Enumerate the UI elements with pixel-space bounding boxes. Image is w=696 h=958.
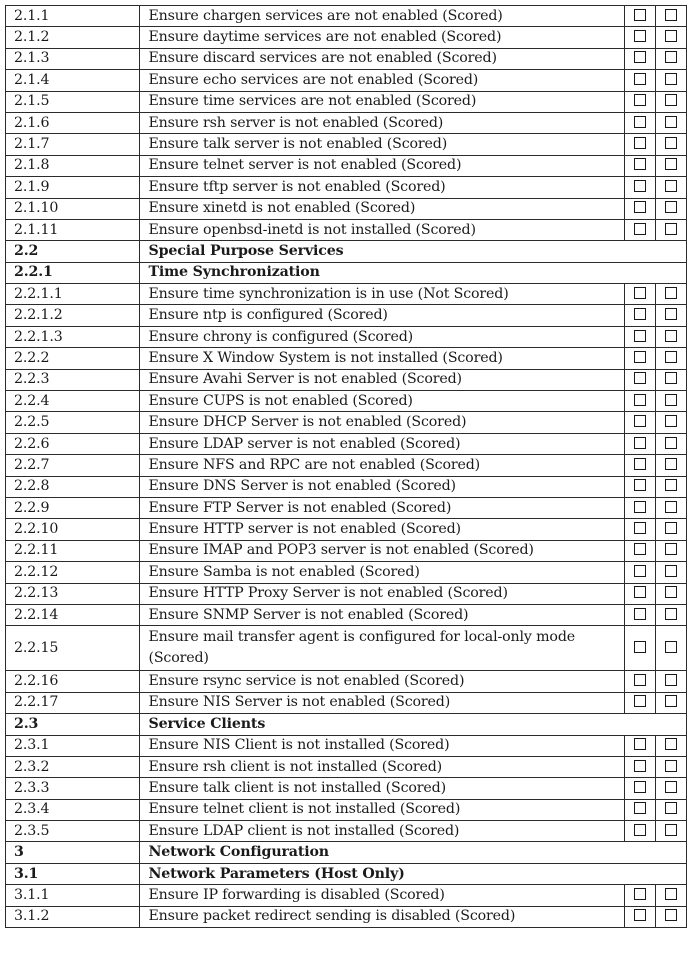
not-set-correctly-checkbox-cell: [655, 735, 686, 756]
set-correctly-checkbox-icon[interactable]: [634, 330, 646, 342]
set-correctly-checkbox-icon[interactable]: [634, 287, 646, 299]
set-correctly-checkbox-icon[interactable]: [634, 522, 646, 534]
recommendation-row: [6, 562, 687, 583]
set-correctly-checkbox-cell: [624, 735, 655, 756]
section-header-row: [6, 842, 687, 863]
recommendation-row: [6, 476, 687, 497]
set-correctly-checkbox-icon[interactable]: [634, 781, 646, 793]
set-correctly-checkbox-cell: [624, 626, 655, 671]
section-header-row: [6, 714, 687, 735]
not-set-correctly-checkbox-icon[interactable]: [665, 641, 677, 653]
set-correctly-checkbox-cell: [624, 756, 655, 777]
recommendation-row: [6, 735, 687, 756]
set-correctly-checkbox-icon[interactable]: [634, 158, 646, 170]
not-set-correctly-checkbox-cell: [655, 821, 686, 842]
set-correctly-checkbox-icon[interactable]: [634, 501, 646, 513]
not-set-correctly-checkbox-cell: [655, 27, 686, 48]
recommendation-number: 2.1.9: [6, 177, 140, 198]
recommendation-row: [6, 604, 687, 625]
recommendation-description: Ensure packet redirect sending is disabled (Scored): [140, 906, 624, 927]
recommendation-description: Ensure Avahi Server is not enabled (Scored): [140, 369, 624, 390]
set-correctly-checkbox-cell: [624, 6, 655, 27]
table-body: [6, 6, 687, 928]
recommendation-row: [6, 799, 687, 820]
set-correctly-checkbox-cell: [624, 497, 655, 518]
not-set-correctly-checkbox-cell: [655, 604, 686, 625]
recommendation-number: 2.2.14: [6, 604, 140, 625]
recommendation-row: [6, 671, 687, 692]
recommendation-number: 2.2.1.3: [6, 326, 140, 347]
recommendation-number: 2.1.10: [6, 198, 140, 219]
recommendation-row: [6, 885, 687, 906]
recommendation-description: Ensure echo services are not enabled (Scored): [140, 70, 624, 91]
set-correctly-checkbox-cell: [624, 562, 655, 583]
recommendation-row: [6, 778, 687, 799]
recommendation-description: Ensure time services are not enabled (Scored): [140, 91, 624, 112]
recommendation-number: 2.2.2: [6, 348, 140, 369]
not-set-correctly-checkbox-cell: [655, 626, 686, 671]
not-set-correctly-checkbox-cell: [655, 177, 686, 198]
not-set-correctly-checkbox-cell: [655, 305, 686, 326]
set-correctly-checkbox-cell: [624, 412, 655, 433]
set-correctly-checkbox-icon[interactable]: [634, 437, 646, 449]
not-set-correctly-checkbox-icon[interactable]: [665, 458, 677, 470]
not-set-correctly-checkbox-cell: [655, 433, 686, 454]
recommendation-row: [6, 433, 687, 454]
set-correctly-checkbox-icon[interactable]: [634, 372, 646, 384]
recommendation-number: 2.3.5: [6, 821, 140, 842]
not-set-correctly-checkbox-icon[interactable]: [665, 501, 677, 513]
not-set-correctly-checkbox-cell: [655, 134, 686, 155]
not-set-correctly-checkbox-cell: [655, 562, 686, 583]
set-correctly-checkbox-icon[interactable]: [634, 30, 646, 42]
recommendation-row: [6, 6, 687, 27]
set-correctly-checkbox-cell: [624, 305, 655, 326]
recommendation-row: [6, 497, 687, 518]
recommendation-row: [6, 177, 687, 198]
recommendation-description: Ensure SNMP Server is not enabled (Scored): [140, 604, 624, 625]
set-correctly-checkbox-cell: [624, 91, 655, 112]
set-correctly-checkbox-icon[interactable]: [634, 641, 646, 653]
recommendation-description: Ensure tftp server is not enabled (Scored): [140, 177, 624, 198]
set-correctly-checkbox-icon[interactable]: [634, 308, 646, 320]
recommendation-description: Ensure CUPS is not enabled (Scored): [140, 391, 624, 412]
not-set-correctly-checkbox-cell: [655, 778, 686, 799]
set-correctly-checkbox-cell: [624, 519, 655, 540]
recommendation-description: Ensure LDAP server is not enabled (Scored): [140, 433, 624, 454]
set-correctly-checkbox-icon[interactable]: [634, 479, 646, 491]
not-set-correctly-checkbox-cell: [655, 369, 686, 390]
not-set-correctly-checkbox-cell: [655, 476, 686, 497]
recommendation-description: Ensure HTTP server is not enabled (Scored): [140, 519, 624, 540]
set-correctly-checkbox-icon[interactable]: [634, 608, 646, 620]
not-set-correctly-checkbox-icon[interactable]: [665, 9, 677, 21]
recommendation-description: Ensure FTP Server is not enabled (Scored): [140, 497, 624, 518]
recommendation-number: 2.2.8: [6, 476, 140, 497]
recommendation-description: Ensure X Window System is not installed (Scored): [140, 348, 624, 369]
recommendation-number: 2.2.3: [6, 369, 140, 390]
not-set-correctly-checkbox-icon[interactable]: [665, 760, 677, 772]
set-correctly-checkbox-icon[interactable]: [634, 888, 646, 900]
recommendation-number: 2.2.17: [6, 692, 140, 713]
not-set-correctly-checkbox-cell: [655, 70, 686, 91]
recommendation-row: [6, 305, 687, 326]
recommendation-number: 2.2.1.1: [6, 284, 140, 305]
set-correctly-checkbox-icon[interactable]: [634, 94, 646, 106]
not-set-correctly-checkbox-cell: [655, 906, 686, 927]
set-correctly-checkbox-cell: [624, 348, 655, 369]
set-correctly-checkbox-cell: [624, 48, 655, 69]
not-set-correctly-checkbox-icon[interactable]: [665, 586, 677, 598]
recommendation-row: [6, 219, 687, 240]
not-set-correctly-checkbox-icon[interactable]: [665, 565, 677, 577]
set-correctly-checkbox-icon[interactable]: [634, 73, 646, 85]
set-correctly-checkbox-cell: [624, 583, 655, 604]
recommendation-number: 2.1.11: [6, 219, 140, 240]
recommendation-row: [6, 369, 687, 390]
recommendation-row: [6, 692, 687, 713]
set-correctly-checkbox-icon[interactable]: [634, 201, 646, 213]
set-correctly-checkbox-cell: [624, 198, 655, 219]
section-title: Time Synchronization: [140, 262, 687, 283]
set-correctly-checkbox-icon[interactable]: [634, 116, 646, 128]
recommendation-number: 2.3.2: [6, 756, 140, 777]
recommendation-description: Ensure talk server is not enabled (Scored): [140, 134, 624, 155]
recommendation-description: Ensure HTTP Proxy Server is not enabled (Scored): [140, 583, 624, 604]
recommendation-number: 2.1.7: [6, 134, 140, 155]
recommendation-description: Ensure NIS Server is not enabled (Scored): [140, 692, 624, 713]
recommendation-number: 2.2.1.2: [6, 305, 140, 326]
recommendation-number: 2.2.15: [6, 626, 140, 671]
recommendation-description: Ensure rsh server is not enabled (Scored): [140, 112, 624, 133]
set-correctly-checkbox-icon[interactable]: [634, 223, 646, 235]
not-set-correctly-checkbox-icon[interactable]: [665, 137, 677, 149]
set-correctly-checkbox-cell: [624, 70, 655, 91]
not-set-correctly-checkbox-icon[interactable]: [665, 479, 677, 491]
not-set-correctly-checkbox-icon[interactable]: [665, 94, 677, 106]
recommendation-number: 2.3.3: [6, 778, 140, 799]
recommendation-number: 2.1.5: [6, 91, 140, 112]
section-number: 2.3: [6, 714, 140, 735]
not-set-correctly-checkbox-cell: [655, 885, 686, 906]
not-set-correctly-checkbox-icon[interactable]: [665, 180, 677, 192]
not-set-correctly-checkbox-icon[interactable]: [665, 308, 677, 320]
recommendation-number: 2.1.1: [6, 6, 140, 27]
not-set-correctly-checkbox-cell: [655, 412, 686, 433]
recommendation-row: [6, 391, 687, 412]
recommendation-number: 2.1.4: [6, 70, 140, 91]
section-header-row: [6, 863, 687, 884]
not-set-correctly-checkbox-icon[interactable]: [665, 781, 677, 793]
set-correctly-checkbox-cell: [624, 112, 655, 133]
recommendation-description: Ensure rsync service is not enabled (Scored): [140, 671, 624, 692]
recommendation-row: [6, 348, 687, 369]
set-correctly-checkbox-cell: [624, 778, 655, 799]
recommendation-description: Ensure chrony is configured (Scored): [140, 326, 624, 347]
set-correctly-checkbox-icon[interactable]: [634, 458, 646, 470]
recommendation-row: [6, 91, 687, 112]
recommendation-number: 2.2.16: [6, 671, 140, 692]
recommendation-description: Ensure daytime services are not enabled (Scored): [140, 27, 624, 48]
set-correctly-checkbox-cell: [624, 799, 655, 820]
recommendation-description: Ensure DNS Server is not enabled (Scored): [140, 476, 624, 497]
set-correctly-checkbox-cell: [624, 27, 655, 48]
recommendation-description: Ensure rsh client is not installed (Scored): [140, 756, 624, 777]
not-set-correctly-checkbox-icon[interactable]: [665, 695, 677, 707]
set-correctly-checkbox-icon[interactable]: [634, 909, 646, 921]
not-set-correctly-checkbox-icon[interactable]: [665, 802, 677, 814]
not-set-correctly-checkbox-cell: [655, 799, 686, 820]
set-correctly-checkbox-cell: [624, 604, 655, 625]
recommendation-row: [6, 284, 687, 305]
recommendation-row: [6, 134, 687, 155]
recommendation-description: Ensure NFS and RPC are not enabled (Scored): [140, 455, 624, 476]
set-correctly-checkbox-cell: [624, 177, 655, 198]
recommendation-row: [6, 519, 687, 540]
recommendation-description: Ensure Samba is not enabled (Scored): [140, 562, 624, 583]
not-set-correctly-checkbox-cell: [655, 284, 686, 305]
recommendation-description: Ensure discard services are not enabled (Scored): [140, 48, 624, 69]
recommendation-number: 2.2.5: [6, 412, 140, 433]
recommendation-description: Ensure telnet client is not installed (Scored): [140, 799, 624, 820]
recommendation-description: Ensure LDAP client is not installed (Scored): [140, 821, 624, 842]
set-correctly-checkbox-cell: [624, 284, 655, 305]
not-set-correctly-checkbox-cell: [655, 583, 686, 604]
recommendation-description: Ensure IMAP and POP3 server is not enabled (Scored): [140, 540, 624, 561]
recommendation-number: 2.2.11: [6, 540, 140, 561]
recommendation-number: 2.2.9: [6, 497, 140, 518]
recommendation-number: 2.2.6: [6, 433, 140, 454]
recommendation-description: Ensure openbsd-inetd is not installed (Scored): [140, 219, 624, 240]
document-page: [5, 5, 687, 928]
recommendations-checklist-table: [5, 5, 687, 928]
set-correctly-checkbox-icon[interactable]: [634, 180, 646, 192]
recommendation-row: [6, 821, 687, 842]
section-number: 3: [6, 842, 140, 863]
recommendation-number: 2.1.6: [6, 112, 140, 133]
recommendation-description: Ensure IP forwarding is disabled (Scored): [140, 885, 624, 906]
recommendation-number: 2.2.10: [6, 519, 140, 540]
not-set-correctly-checkbox-icon[interactable]: [665, 824, 677, 836]
recommendation-number: 3.1.2: [6, 906, 140, 927]
set-correctly-checkbox-cell: [624, 155, 655, 176]
recommendation-number: 2.1.2: [6, 27, 140, 48]
recommendation-description: Ensure time synchronization is in use (Not Scored): [140, 284, 624, 305]
set-correctly-checkbox-cell: [624, 391, 655, 412]
not-set-correctly-checkbox-icon[interactable]: [665, 437, 677, 449]
section-number: 3.1: [6, 863, 140, 884]
not-set-correctly-checkbox-icon[interactable]: [665, 608, 677, 620]
not-set-correctly-checkbox-icon[interactable]: [665, 351, 677, 363]
section-header-row: [6, 262, 687, 283]
not-set-correctly-checkbox-icon[interactable]: [665, 415, 677, 427]
recommendation-row: [6, 455, 687, 476]
recommendation-row: [6, 583, 687, 604]
not-set-correctly-checkbox-icon[interactable]: [665, 674, 677, 686]
not-set-correctly-checkbox-icon[interactable]: [665, 372, 677, 384]
not-set-correctly-checkbox-cell: [655, 48, 686, 69]
set-correctly-checkbox-cell: [624, 671, 655, 692]
recommendation-row: [6, 112, 687, 133]
recommendation-description: Ensure telnet server is not enabled (Scored): [140, 155, 624, 176]
section-title: Network Parameters (Host Only): [140, 863, 687, 884]
not-set-correctly-checkbox-icon[interactable]: [665, 51, 677, 63]
not-set-correctly-checkbox-cell: [655, 155, 686, 176]
section-header-row: [6, 241, 687, 262]
not-set-correctly-checkbox-icon[interactable]: [665, 330, 677, 342]
set-correctly-checkbox-cell: [624, 540, 655, 561]
set-correctly-checkbox-cell: [624, 476, 655, 497]
recommendation-row: [6, 412, 687, 433]
recommendation-number: 2.1.8: [6, 155, 140, 176]
not-set-correctly-checkbox-cell: [655, 519, 686, 540]
not-set-correctly-checkbox-icon[interactable]: [665, 522, 677, 534]
recommendation-number: 2.2.13: [6, 583, 140, 604]
not-set-correctly-checkbox-cell: [655, 692, 686, 713]
set-correctly-checkbox-icon[interactable]: [634, 415, 646, 427]
set-correctly-checkbox-cell: [624, 692, 655, 713]
recommendation-number: 2.2.7: [6, 455, 140, 476]
recommendation-row: [6, 198, 687, 219]
recommendation-number: 2.2.4: [6, 391, 140, 412]
set-correctly-checkbox-cell: [624, 906, 655, 927]
section-number: 2.2.1: [6, 262, 140, 283]
recommendation-number: 2.2.12: [6, 562, 140, 583]
set-correctly-checkbox-icon[interactable]: [634, 824, 646, 836]
recommendation-description: Ensure xinetd is not enabled (Scored): [140, 198, 624, 219]
not-set-correctly-checkbox-cell: [655, 540, 686, 561]
set-correctly-checkbox-icon[interactable]: [634, 9, 646, 21]
set-correctly-checkbox-icon[interactable]: [634, 760, 646, 772]
set-correctly-checkbox-cell: [624, 455, 655, 476]
recommendation-number: 2.3.4: [6, 799, 140, 820]
set-correctly-checkbox-icon[interactable]: [634, 394, 646, 406]
section-title: Service Clients: [140, 714, 687, 735]
not-set-correctly-checkbox-cell: [655, 671, 686, 692]
recommendation-description: Ensure talk client is not installed (Scored): [140, 778, 624, 799]
not-set-correctly-checkbox-icon[interactable]: [665, 158, 677, 170]
recommendation-row: [6, 48, 687, 69]
recommendation-description: Ensure chargen services are not enabled (Scored): [140, 6, 624, 27]
recommendation-description: Ensure DHCP Server is not enabled (Scored): [140, 412, 624, 433]
set-correctly-checkbox-icon[interactable]: [634, 586, 646, 598]
recommendation-row: [6, 906, 687, 927]
recommendation-description: Ensure NIS Client is not installed (Scored): [140, 735, 624, 756]
not-set-correctly-checkbox-cell: [655, 326, 686, 347]
set-correctly-checkbox-cell: [624, 821, 655, 842]
not-set-correctly-checkbox-icon[interactable]: [665, 30, 677, 42]
set-correctly-checkbox-cell: [624, 326, 655, 347]
not-set-correctly-checkbox-cell: [655, 497, 686, 518]
recommendation-row: [6, 27, 687, 48]
not-set-correctly-checkbox-icon[interactable]: [665, 287, 677, 299]
not-set-correctly-checkbox-cell: [655, 455, 686, 476]
not-set-correctly-checkbox-icon[interactable]: [665, 73, 677, 85]
recommendation-number: 2.1.3: [6, 48, 140, 69]
set-correctly-checkbox-cell: [624, 219, 655, 240]
set-correctly-checkbox-icon[interactable]: [634, 51, 646, 63]
not-set-correctly-checkbox-icon[interactable]: [665, 223, 677, 235]
set-correctly-checkbox-icon[interactable]: [634, 543, 646, 555]
section-title: Special Purpose Services: [140, 241, 687, 262]
not-set-correctly-checkbox-cell: [655, 219, 686, 240]
set-correctly-checkbox-icon[interactable]: [634, 695, 646, 707]
not-set-correctly-checkbox-cell: [655, 112, 686, 133]
not-set-correctly-checkbox-icon[interactable]: [665, 201, 677, 213]
set-correctly-checkbox-icon[interactable]: [634, 738, 646, 750]
recommendation-row: [6, 326, 687, 347]
recommendation-row: [6, 540, 687, 561]
not-set-correctly-checkbox-cell: [655, 198, 686, 219]
not-set-correctly-checkbox-cell: [655, 6, 686, 27]
recommendation-row: [6, 70, 687, 91]
not-set-correctly-checkbox-icon[interactable]: [665, 116, 677, 128]
section-number: 2.2: [6, 241, 140, 262]
set-correctly-checkbox-icon[interactable]: [634, 802, 646, 814]
set-correctly-checkbox-cell: [624, 369, 655, 390]
recommendation-row: [6, 626, 687, 671]
not-set-correctly-checkbox-icon[interactable]: [665, 394, 677, 406]
not-set-correctly-checkbox-icon[interactable]: [665, 888, 677, 900]
set-correctly-checkbox-cell: [624, 885, 655, 906]
set-correctly-checkbox-icon[interactable]: [634, 351, 646, 363]
not-set-correctly-checkbox-icon[interactable]: [665, 909, 677, 921]
set-correctly-checkbox-icon[interactable]: [634, 565, 646, 577]
section-title: Network Configuration: [140, 842, 687, 863]
not-set-correctly-checkbox-cell: [655, 756, 686, 777]
recommendation-number: 3.1.1: [6, 885, 140, 906]
not-set-correctly-checkbox-cell: [655, 91, 686, 112]
not-set-correctly-checkbox-icon[interactable]: [665, 738, 677, 750]
recommendation-description: Ensure mail transfer agent is configured for local-only mode (Scored): [140, 626, 624, 671]
not-set-correctly-checkbox-cell: [655, 348, 686, 369]
recommendation-number: 2.3.1: [6, 735, 140, 756]
set-correctly-checkbox-icon[interactable]: [634, 137, 646, 149]
recommendation-row: [6, 756, 687, 777]
recommendation-description: Ensure ntp is configured (Scored): [140, 305, 624, 326]
recommendation-row: [6, 155, 687, 176]
set-correctly-checkbox-icon[interactable]: [634, 674, 646, 686]
not-set-correctly-checkbox-icon[interactable]: [665, 543, 677, 555]
set-correctly-checkbox-cell: [624, 134, 655, 155]
not-set-correctly-checkbox-cell: [655, 391, 686, 412]
set-correctly-checkbox-cell: [624, 433, 655, 454]
